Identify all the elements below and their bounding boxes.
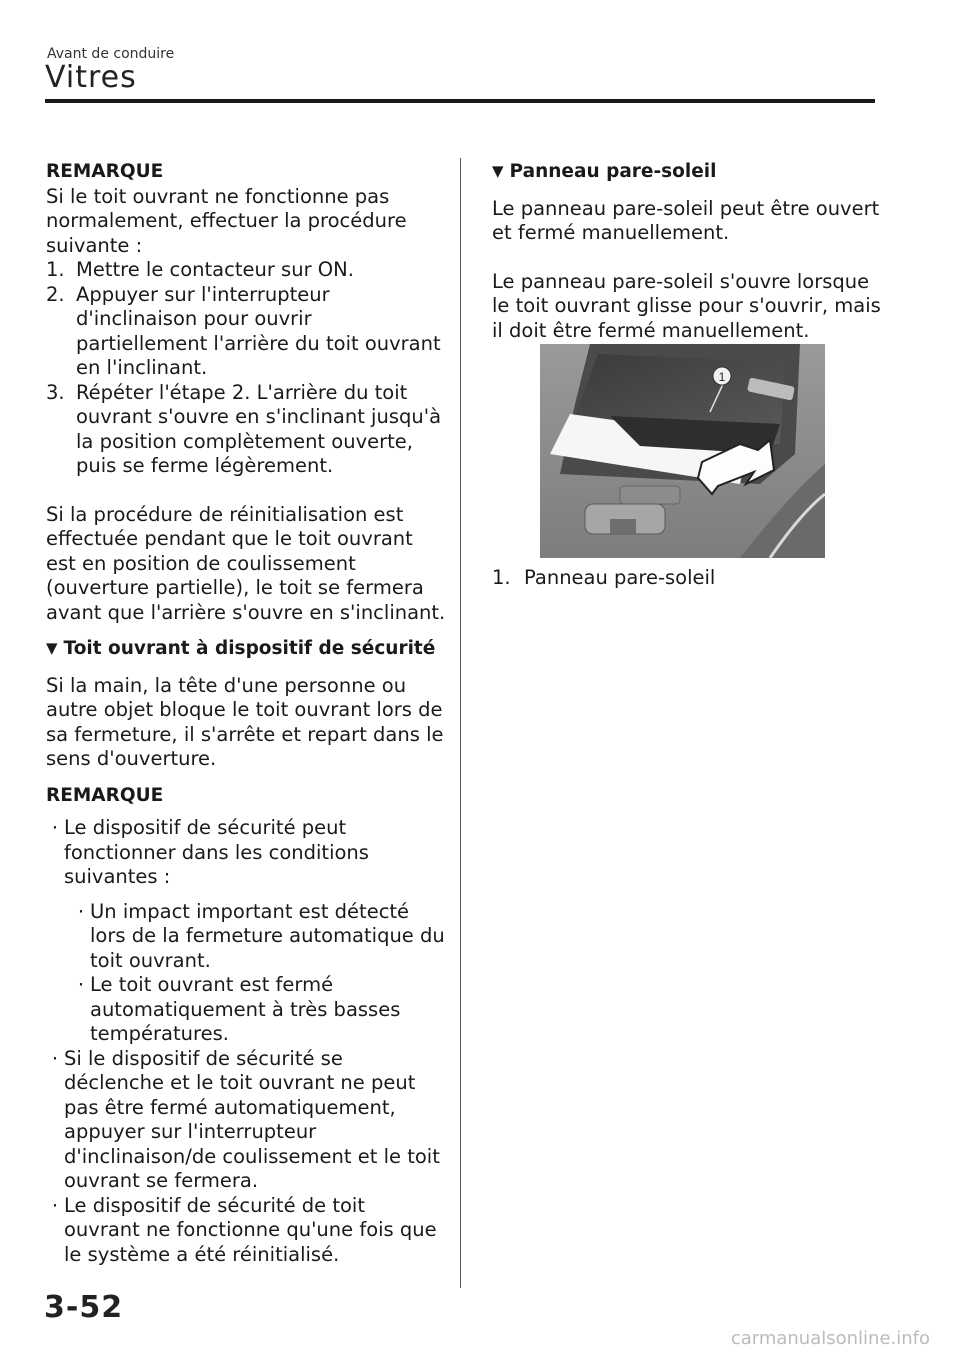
bullet-dot: · [51,1193,59,1217]
page-number: 3-52 [44,1290,124,1325]
spacer [46,772,446,784]
note-title: REMARQUE [46,784,164,806]
bullet-dot: · [51,1046,59,1070]
step-number: 3. [46,380,65,404]
page-title: Vitres [45,60,137,95]
list-item [46,816,446,890]
sunshade-paragraph-2: Le panneau pare-soleil s'ouvre lorsque le toit ouvrant glisse pour s'ouvrir, mais il doit être fermé manuellement. [492,269,881,342]
sunshade-paragraph-1: Le panneau pare-soleil peut être ouvert et fermé manuellement. [492,196,880,244]
left-column [46,160,446,1267]
section-heading-sunshade [492,160,882,185]
header-rule [45,99,875,103]
figure-caption [492,566,872,591]
heading-text: Toit ouvrant à dispositif de sécurité [63,638,436,659]
spacer [492,185,882,197]
spacer [492,246,882,270]
list-item [46,1194,446,1268]
step-text: Répéter l'étape 2. L'arrière du toit ouvrant s'ouvre en s'inclinant jusqu'à la position complètement ouverte, puis se ferme légèrement. [76,380,442,477]
step-text: Mettre le contacteur sur ON. [76,258,354,281]
list-text: Si le dispositif de sécurité se déclenche et le toit ouvrant ne peut pas être fermé automatiquement, appuyer sur l'interrupteur d'inclinaison/de coulissement et le toit ouvrant se fermera. [64,1046,440,1192]
step-number: 1. [46,258,65,281]
sub-list-item [72,900,446,974]
note-paragraph: Si la procédure de réinitialisation est effectuée pendant que le toit ouvrant est en position de coulissement (ouverture partielle), le toit se fermera avant que l'arrière s'ouvre en s'inclinant. [46,502,446,624]
section-label: Avant de conduire [47,46,175,62]
triangle-down-icon: ▼ [492,162,504,180]
list-text: Le toit ouvrant est fermé automatiquement à très basses températures. [90,973,401,1045]
overhead-console [620,486,680,504]
list-text: Le dispositif de sécurité de toit ouvrant ne fonctionne qu'une fois que le système a été réinitialisé. [64,1193,437,1266]
bullet-dot: · [77,899,85,923]
step-item [46,258,446,283]
caption-text: Panneau pare-soleil [524,566,716,589]
step-text: Appuyer sur l'interrupteur d'inclinaison pour ouvrir partiellement l'arrière du toit ouvrant en l'inclinant. [76,282,441,379]
triangle-down-icon: ▼ [46,639,58,657]
mirror-mount [610,519,636,535]
caption-number: 1. [492,566,511,589]
column-divider [460,158,461,1288]
spacer [46,479,446,503]
step-item [46,381,446,479]
callout-number: 1 [718,370,726,384]
list-item [46,1047,446,1194]
step-item [46,283,446,381]
bullet-dot: · [77,973,85,996]
watermark: carmanualsonline.info [730,1328,930,1349]
sunroof-illustration [540,344,825,558]
heading-text: Panneau pare-soleil [509,161,717,182]
right-column [492,160,882,343]
step-number: 2. [46,282,65,306]
spacer [46,625,446,637]
section-heading-safety [46,637,446,662]
sub-list-item [72,973,446,1047]
list-text: Un impact important est détecté lors de la fermeture automatique du toit ouvrant. [90,899,445,972]
list-text: Le dispositif de sécurité peut fonctionner dans les conditions suivantes : [64,816,369,888]
safety-paragraph: Si la main, la tête d'une personne ou autre objet bloque le toit ouvrant lors de sa fermeture, il s'arrête et repart dans le sens d'ouverture. [46,673,444,770]
bullet-dot: · [51,816,59,839]
note-intro: Si le toit ouvrant ne fonctionne pas normalement, effectuer la procédure suivante : [46,184,407,257]
spacer [46,662,446,674]
note-title: REMARQUE [46,161,164,182]
